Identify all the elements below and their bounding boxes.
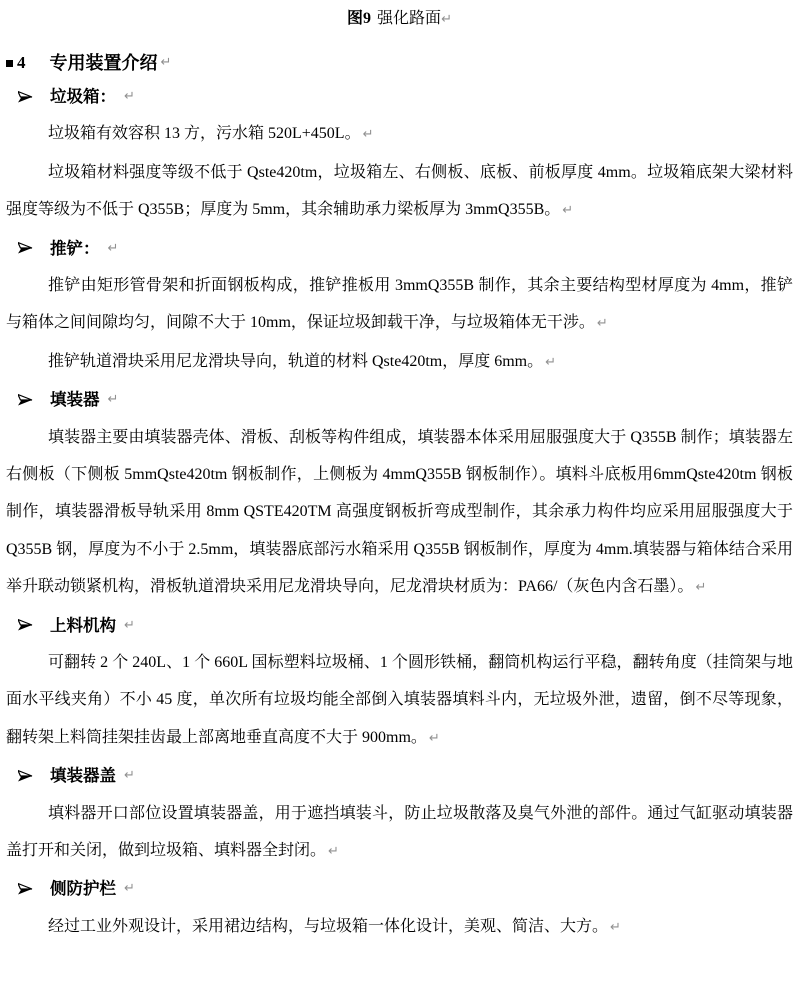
- bullet-label: 上料机构: [50, 615, 116, 635]
- paragraph-text: 填料器开口部位设置填装器盖，用于遮挡填装斗，防止垃圾散落及臭气外泄的部件。通过气缸驱动填装器盖打开和关闭，做到垃圾箱、填料器全封闭。: [6, 804, 793, 860]
- right-arrowhead-icon: [18, 89, 33, 105]
- right-arrowhead-icon: [18, 392, 33, 408]
- paragraph-text: 可翻转 2 个 240L、1 个 660L 国标塑料垃圾桶、1 个圆形铁桶，翻筒机构运行平稳，翻转角度（挂筒架与地面水平线夹角）不小 45 度，单次所有垃圾均能全部倒入填装器填料斗内，无垃圾外泄，遗留，倒不尽等现象，翻转架上料筒挂架挂齿最上部离地垂直高度不大于 900mm。: [6, 654, 793, 746]
- paragraph-mark-icon: ↵: [107, 240, 119, 256]
- bullet-label: 垃圾箱：: [50, 87, 116, 106]
- paragraph-mark-icon: ↵: [596, 316, 608, 332]
- paragraph-mark-icon: ↵: [441, 12, 452, 27]
- bullet-item-filler: [6, 381, 793, 418]
- paragraph-text: 填装器主要由填装器壳体、滑板、刮板等构件组成，填装器本体采用屈服强度大于 Q355B 制作；填装器左右侧板（下侧板 5mmQste420tm 钢板制作，上侧板为 4mmQ355B 钢板制作）。填料斗底板用6mmQste420tm 钢板制作，填装器滑板导轨采用 8mm QSTE420TM 高强度钢板折弯成型制作，其余承力构件均应采用屈服强度大于 Q355B 钢，厚度为不小于 2.5mm，填装器底部污水箱采用 Q355B 钢板制作，厚度为 4mm.填装器与箱体结合采用举升联动锁紧机构，滑板轨道滑块采用尼龙滑块导向，尼龙滑块材质为：PA66/（灰色内含石墨）。: [6, 428, 793, 596]
- right-arrowhead-icon: [18, 881, 33, 897]
- paragraph-mark-icon: ↵: [695, 580, 707, 596]
- paragraph-mark-icon: ↵: [107, 392, 119, 408]
- paragraph: [6, 644, 793, 757]
- paragraph-mark-icon: ↵: [362, 127, 374, 143]
- paragraph-text: 推铲轨道滑块采用尼龙滑块导向，轨道的材料 Qste420tm，厚度 6mm。: [48, 352, 544, 370]
- paragraph-mark-icon: ↵: [545, 354, 557, 370]
- bullet-item-trash-box: [6, 78, 793, 115]
- paragraph-text: 垃圾箱有效容积 13 方，污水箱 520L+450L。: [48, 125, 361, 143]
- paragraph-text: 经过工业外观设计，采用裙边结构，与垃圾箱一体化设计，美观、简洁、大方。: [48, 917, 609, 935]
- paragraph-mark-icon: ↵: [124, 768, 135, 784]
- paragraph-mark-icon: ↵: [562, 203, 574, 219]
- bullet-item-side-guard-rail: [6, 870, 793, 907]
- paragraph: [6, 795, 793, 871]
- bullet-item-loading-mechanism: [6, 607, 793, 644]
- paragraph: [6, 343, 793, 381]
- paragraph-mark-icon: ↵: [610, 919, 621, 935]
- figure-label: 图9: [347, 10, 372, 27]
- heading-title: 专用装置介绍: [49, 53, 158, 73]
- bullet-label: 推铲：: [50, 238, 100, 258]
- paragraph: [6, 267, 793, 343]
- paragraph: [6, 419, 793, 607]
- bullet-item-filler-cover: [6, 757, 793, 794]
- paragraph-mark-icon: ↵: [428, 730, 440, 746]
- right-arrowhead-icon: [18, 768, 33, 784]
- paragraph-mark-icon: ↵: [328, 844, 339, 860]
- paragraph: [6, 908, 793, 946]
- paragraph-mark-icon: ↵: [124, 89, 135, 104]
- bullet-label: 填装器盖: [50, 766, 116, 786]
- figure-title: 强化路面: [377, 10, 442, 27]
- bullet-label: 填装器: [50, 390, 100, 410]
- heading-number: 4: [17, 53, 26, 72]
- paragraph-mark-icon: ↵: [124, 617, 135, 633]
- paragraph-mark-icon: ↵: [160, 55, 172, 70]
- bullet-label: 侧防护栏: [50, 879, 116, 899]
- bullet-item-push-shovel: [6, 230, 793, 267]
- paragraph: [6, 154, 793, 230]
- figure-caption: [6, 6, 793, 33]
- section-heading: [6, 48, 793, 78]
- right-arrowhead-icon: [18, 240, 33, 256]
- paragraph-text: 推铲由矩形管骨架和折面钢板构成，推铲推板用 3mmQ355B 制作，其余主要结构型材厚度为 4mm，推铲与箱体之间间隙均匀，间隙不大于 10mm，保证垃圾卸载干净，与垃圾箱体无干涉。: [6, 277, 793, 332]
- paragraph-mark-icon: ↵: [124, 881, 135, 897]
- heading-square-bullet-icon: [6, 60, 13, 67]
- paragraph-text: 垃圾箱材料强度等级不低于 Qste420tm，垃圾箱左、右侧板、底板、前板厚度 4mm。垃圾箱底架大梁材料强度等级为不低于 Q355B；厚度为 5mm，其余辅助承力梁板厚为 3mmQ355B。: [6, 163, 793, 219]
- paragraph: [6, 115, 793, 153]
- right-arrowhead-icon: [18, 617, 33, 633]
